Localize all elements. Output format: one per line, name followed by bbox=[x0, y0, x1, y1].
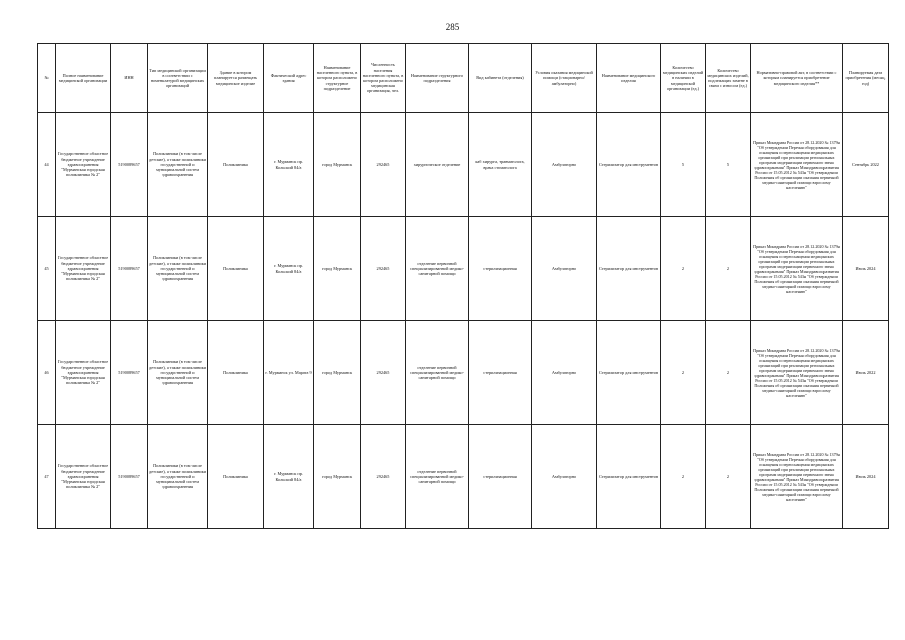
cell-qty-available: 2 bbox=[661, 425, 706, 529]
cell-cabinet: стерилизационная bbox=[469, 321, 532, 425]
cell-address: г. Мурманск пр. Кольский 84/а bbox=[264, 113, 314, 217]
col-header-device: Наименование медицинского изделия bbox=[597, 44, 661, 113]
cell-population: 292465 bbox=[361, 321, 406, 425]
cell-inn: 5190089657 bbox=[111, 321, 148, 425]
cell-locality: город Мурманск bbox=[314, 217, 361, 321]
cell-population: 292465 bbox=[361, 425, 406, 529]
cell-qty-available: 5 bbox=[661, 113, 706, 217]
cell-unit: отделение первичной специализированной медико-санитарной помощи bbox=[406, 425, 469, 529]
cell-inn: 5190089657 bbox=[111, 217, 148, 321]
col-header-inn: ИНН bbox=[111, 44, 148, 113]
cell-population: 292465 bbox=[361, 217, 406, 321]
cell-date: Июль 2022 bbox=[843, 321, 889, 425]
cell-type: Поликлиники (в том числе детские), а также поликлиники государственной и муниципальной систем здравоохранения bbox=[148, 425, 208, 529]
cell-device: Стерилизатор для инструментов bbox=[597, 113, 661, 217]
cell-num: 46 bbox=[38, 321, 56, 425]
cell-type: Поликлиники (в том числе детские), а также поликлиники государственной и муниципальной систем здравоохранения bbox=[148, 217, 208, 321]
cell-unit: хирургическое отделение bbox=[406, 113, 469, 217]
cell-cabinet: стерилизационная bbox=[469, 217, 532, 321]
cell-legal-act: Приказ Минздрава России от 28.12.2020 № 1379н "Об утверждении Перечня оборудования для оснащения и переоснащения медицинских организаций при реализации региональных программ модернизации первичного звена здравоохранения" Приказ Минздравсоцразвития России от 15.05.2012 № 543н "Об утверждении Положения об организации оказания первичной медико-санитарной помощи взрослому населению" bbox=[751, 113, 843, 217]
table-header bbox=[38, 44, 889, 113]
cell-type: Поликлиники (в том числе детские), а также поликлиники государственной и муниципальной систем здравоохранения bbox=[148, 321, 208, 425]
cell-unit: отделение первичной специализированной медико-санитарной помощи bbox=[406, 321, 469, 425]
page-number: 285 bbox=[445, 22, 460, 32]
table-row bbox=[38, 113, 889, 217]
cell-qty-available: 2 bbox=[661, 217, 706, 321]
cell-cabinet: каб хирурга, травматолога, врача стоматолога bbox=[469, 113, 532, 217]
cell-inn: 5190089657 bbox=[111, 113, 148, 217]
cell-qty-replace: 2 bbox=[706, 425, 751, 529]
col-header-qty-available: Количество медицинских изделий в наличии в медицинской организации (ед.) bbox=[661, 44, 706, 113]
cell-legal-act: Приказ Минздрава России от 28.12.2020 № 1379н "Об утверждении Перечня оборудования для оснащения и переоснащения медицинских организаций при реализации региональных программ модернизации первичного звена здравоохранения" Приказ Минздравсоцразвития России от 15.05.2012 № 543н "Об утверждении Положения об организации оказания первичной медико-санитарной помощи взрослому населению" bbox=[751, 321, 843, 425]
cell-device: Стерилизатор для инструментов bbox=[597, 217, 661, 321]
cell-legal-act: Приказ Минздрава России от 28.12.2020 № 1379н "Об утверждении Перечня оборудования для оснащения и переоснащения медицинских организаций при реализации региональных программ модернизации первичного звена здравоохранения" Приказ Минздравсоцразвития России от 15.05.2012 № 543н "Об утверждении Положения об организации оказания первичной медико-санитарной помощи взрослому населению" bbox=[751, 425, 843, 529]
col-header-cabinet: Вид кабинета (отделения) bbox=[469, 44, 532, 113]
cell-num: 44 bbox=[38, 113, 56, 217]
col-header-legal-act: Нормативно-правовой акт, в соответствии с которым планируется приобретение медицинского изделия** bbox=[751, 44, 843, 113]
cell-address: г. Мурманск ул. Марата 9 bbox=[264, 321, 314, 425]
cell-qty-available: 2 bbox=[661, 321, 706, 425]
cell-building: Поликлиника bbox=[208, 113, 264, 217]
cell-type: Поликлиники (в том числе детские), а также поликлиники государственной и муниципальной систем здравоохранения bbox=[148, 113, 208, 217]
cell-qty-replace: 2 bbox=[706, 217, 751, 321]
col-header-conditions: Условия оказания медицинской помощи (стационарно/амбулаторно) bbox=[532, 44, 597, 113]
cell-conditions: Амбулаторно bbox=[532, 321, 597, 425]
table-row bbox=[38, 321, 889, 425]
table-row bbox=[38, 425, 889, 529]
cell-conditions: Амбулаторно bbox=[532, 217, 597, 321]
cell-num: 47 bbox=[38, 425, 56, 529]
cell-org: Государственное областное бюджетное учреждение здравоохранения "Мурманская городская поликлиника № 2" bbox=[56, 217, 111, 321]
col-header-org: Полное наименование медицинской организации bbox=[56, 44, 111, 113]
col-header-locality: Наименование населенного пункта, в котором расположено структурное подразделение bbox=[314, 44, 361, 113]
cell-num: 45 bbox=[38, 217, 56, 321]
cell-org: Государственное областное бюджетное учреждение здравоохранения "Мурманская городская поликлиника № 2" bbox=[56, 321, 111, 425]
cell-address: г. Мурманск пр. Кольский 84/а bbox=[264, 425, 314, 529]
col-header-qty-replace: Количество медицинских изделий, подлежащих замене в связи с износом (ед.) bbox=[706, 44, 751, 113]
col-header-unit: Наименование структурного подразделения bbox=[406, 44, 469, 113]
cell-unit: отделение первичной специализированной медико-санитарной помощи bbox=[406, 217, 469, 321]
cell-date: Июль 2024 bbox=[843, 425, 889, 529]
cell-conditions: Амбулаторно bbox=[532, 113, 597, 217]
col-header-type: Тип медицинской организации в соответствии с номенклатурой медицинских организаций bbox=[148, 44, 208, 113]
cell-device: Стерилизатор для инструментов bbox=[597, 321, 661, 425]
cell-date: Сентябрь 2022 bbox=[843, 113, 889, 217]
col-header-address: Фактический адрес здания bbox=[264, 44, 314, 113]
col-header-num: № bbox=[38, 44, 56, 113]
cell-org: Государственное областное бюджетное учреждение здравоохранения "Мурманская городская поликлиника № 2" bbox=[56, 113, 111, 217]
cell-date: Июль 2024 bbox=[843, 217, 889, 321]
cell-address: г. Мурманск пр. Кольский 84/а bbox=[264, 217, 314, 321]
cell-population: 292465 bbox=[361, 113, 406, 217]
cell-inn: 5190089657 bbox=[111, 425, 148, 529]
cell-cabinet: стерилизационная bbox=[469, 425, 532, 529]
cell-conditions: Амбулаторно bbox=[532, 425, 597, 529]
cell-locality: город Мурманск bbox=[314, 113, 361, 217]
col-header-date: Планируемая дата приобретения (месяц, год) bbox=[843, 44, 889, 113]
cell-locality: город Мурманск bbox=[314, 425, 361, 529]
cell-device: Стерилизатор для инструментов bbox=[597, 425, 661, 529]
cell-building: Поликлиника bbox=[208, 217, 264, 321]
cell-org: Государственное областное бюджетное учреждение здравоохранения "Мурманская городская поликлиника № 2" bbox=[56, 425, 111, 529]
cell-building: Поликлиника bbox=[208, 425, 264, 529]
table-row bbox=[38, 217, 889, 321]
cell-qty-replace: 2 bbox=[706, 321, 751, 425]
equipment-table bbox=[37, 43, 889, 529]
col-header-building: Здание в котором планируется размещать медицинское изделие bbox=[208, 44, 264, 113]
cell-qty-replace: 5 bbox=[706, 113, 751, 217]
cell-building: Поликлиника bbox=[208, 321, 264, 425]
cell-locality: город Мурманск bbox=[314, 321, 361, 425]
col-header-population: Численность населения населенного пункта, в котором расположено медицинская организация, чел. bbox=[361, 44, 406, 113]
cell-legal-act: Приказ Минздрава России от 28.12.2020 № 1379н "Об утверждении Перечня оборудования для оснащения и переоснащения медицинских организаций при реализации региональных программ модернизации первичного звена здравоохранения" Приказ Минздравсоцразвития России от 15.05.2012 № 543н "Об утверждении Положения об организации оказания первичной медико-санитарной помощи взрослому населению" bbox=[751, 217, 843, 321]
